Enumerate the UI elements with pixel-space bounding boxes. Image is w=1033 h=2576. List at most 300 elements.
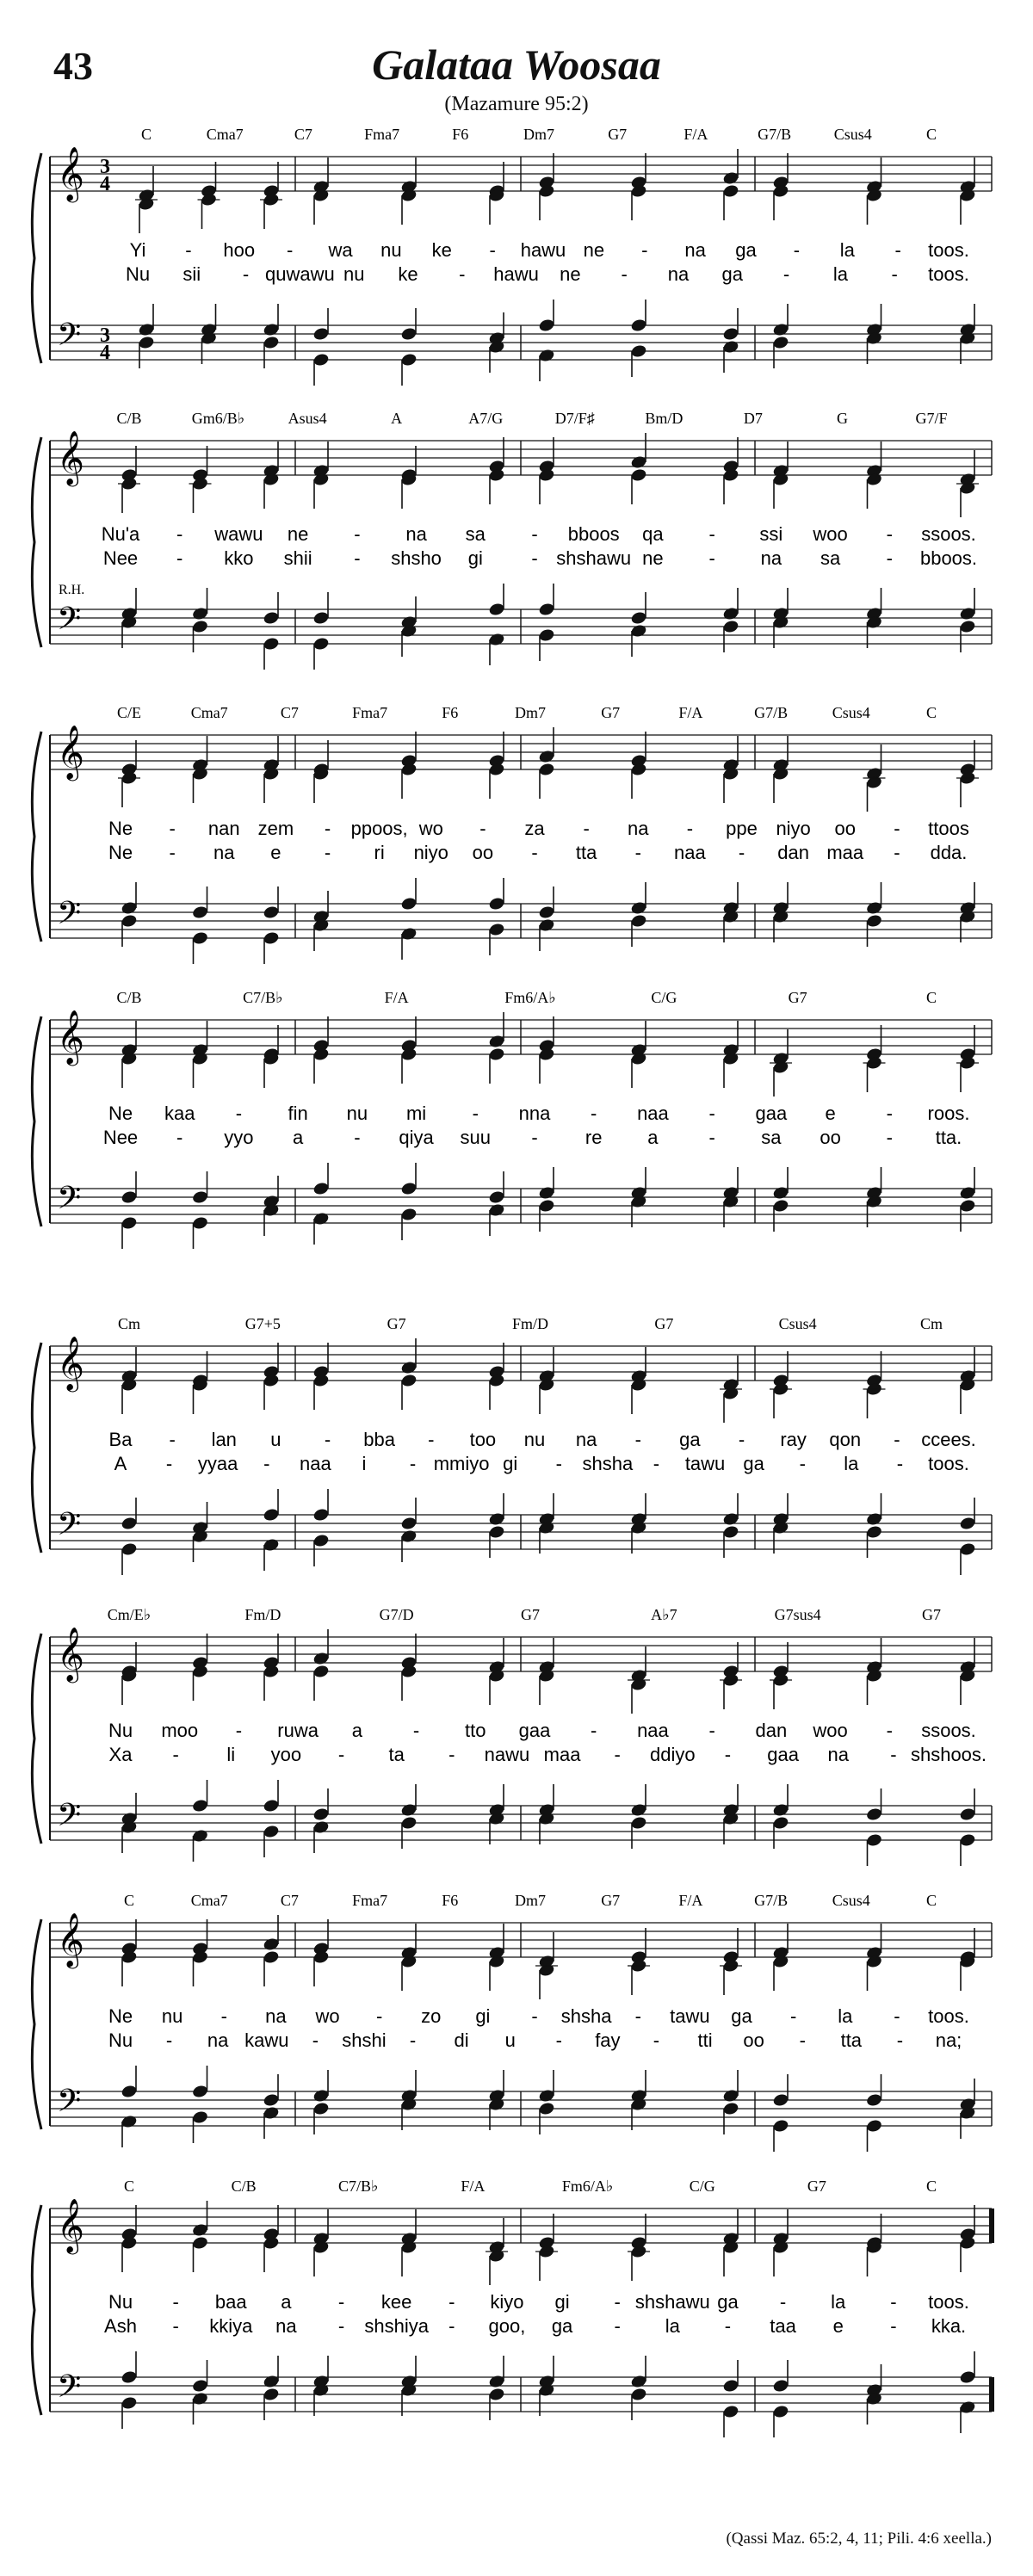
note-head [312, 636, 330, 651]
note-head [312, 1651, 330, 1665]
lyric-verse-1: - [185, 239, 192, 261]
lyric-verse-1: - [886, 1103, 893, 1124]
lyric-verse-2: - [555, 2029, 562, 2051]
lyric-verse-2: naa [299, 1453, 331, 1474]
lyric-verse-1: kiyo [490, 2291, 524, 2313]
lyric-verse-2: - [799, 1453, 806, 1474]
chord-symbol: G7+5 [244, 1315, 281, 1332]
note-head [772, 2118, 789, 2133]
lyric-verse-1: kaa [164, 1103, 195, 1124]
note-head [538, 917, 555, 932]
lyric-verse-1: kee [380, 2291, 412, 2313]
lyric-verse-1: wa [328, 239, 353, 261]
lyric-verse-1: dan [755, 1720, 788, 1741]
note-head [630, 610, 647, 625]
lyric-verse-1: - [708, 1103, 715, 1124]
staff-svg [0, 405, 1033, 689]
music-system [0, 1601, 1033, 1902]
lyric-verse-1: ga [717, 2291, 739, 2313]
note-head [263, 905, 280, 919]
brace [32, 1634, 41, 1844]
lyric-verse-2: gi [467, 547, 483, 569]
chord-symbol: C7 [280, 704, 299, 721]
staff-svg [0, 699, 1033, 983]
music-system [0, 1310, 1033, 1611]
note-head [263, 322, 280, 337]
note-head [722, 2378, 739, 2393]
lyric-verse-2: Ash [104, 2315, 137, 2337]
chord-symbol: Fm/D [244, 1606, 281, 1623]
lyric-verse-1: - [634, 2005, 641, 2027]
lyric-verse-1: lan [211, 1429, 237, 1450]
lyric-verse-2: quwawu [265, 263, 335, 285]
note-head [191, 2391, 208, 2406]
lyric-verse-1: u [270, 1429, 281, 1450]
chord-symbol: Dm7 [523, 126, 554, 143]
chord-symbol: G [836, 410, 848, 427]
lyric-verse-2: - [176, 1127, 183, 1148]
chord-symbol: Cm [117, 1315, 141, 1332]
lyric-verse-2: yyo [224, 1127, 254, 1148]
lyric-verse-2: toos. [928, 263, 969, 285]
chord-symbol: Cm [919, 1315, 943, 1332]
lyric-verse-1: - [531, 523, 538, 545]
lyric-verse-1: Ne [108, 818, 133, 839]
bass-clef-icon: 𝄢 [57, 601, 82, 645]
chord-symbol: G7sus4 [774, 1606, 821, 1623]
lyric-verse-2: taa [770, 2315, 796, 2337]
note-head [191, 619, 208, 633]
lyric-verse-2: - [337, 1744, 345, 1765]
note-head [538, 2088, 555, 2103]
note-head [772, 335, 789, 349]
chord-symbol: Dm7 [515, 1892, 546, 1909]
chord-symbol: G7 [654, 1315, 674, 1332]
note-head [263, 1824, 280, 1838]
music-system [0, 699, 1033, 1000]
treble-clef-icon: 𝄞 [57, 430, 84, 485]
lyric-verse-1: na [684, 239, 706, 261]
lyric-verse-1: - [169, 818, 176, 839]
note-head [488, 602, 505, 616]
note-head [959, 1198, 976, 1213]
chord-symbol: G7/B [758, 126, 792, 143]
time-signature-icon: 4 [100, 173, 110, 195]
lyric-verse-1: - [583, 818, 590, 839]
chord-symbol: C/B [116, 989, 142, 1006]
note-head [488, 632, 505, 646]
chord-symbol: G7/D [379, 1606, 414, 1623]
time-signature-icon: 3 [100, 156, 110, 178]
bass-clef-icon: 𝄢 [57, 317, 82, 361]
chord-symbol: G7 [922, 1606, 941, 1623]
lyric-verse-2: - [738, 842, 745, 863]
lyric-verse-2: - [531, 842, 538, 863]
note-head [538, 905, 555, 919]
lyric-verse-1: - [428, 1429, 435, 1450]
note-head [722, 183, 739, 198]
chord-symbol: C [925, 1892, 937, 1909]
note-head [865, 1511, 882, 1526]
lyric-verse-2: - [176, 547, 183, 569]
lyric-verse-2: - [459, 263, 466, 285]
note-head [263, 2105, 280, 2120]
staff-svg [0, 984, 1033, 1268]
chord-symbol: F/A [684, 126, 708, 143]
lyric-verse-1: - [472, 1103, 479, 1124]
lyric-verse-1: na [405, 523, 427, 545]
lyric-verse-1: qa [642, 523, 664, 545]
note-head [191, 2235, 208, 2250]
lyric-verse-2: goo, [488, 2315, 526, 2337]
note-head [263, 930, 280, 945]
lyric-verse-2: na [827, 1744, 849, 1765]
chord-symbol: C/E [116, 704, 142, 721]
lyric-verse-1: - [614, 2291, 621, 2313]
lyric-verse-1: a [351, 1720, 362, 1741]
lyric-verse-1: Ba [108, 1429, 133, 1450]
lyric-verse-2: - [448, 2315, 455, 2337]
note-head [959, 1541, 976, 1556]
note-head [630, 454, 647, 469]
lyric-verse-2: na; [935, 2029, 962, 2051]
lyric-verse-2: kawu [244, 2029, 289, 2051]
chord-symbol: Bm/D [645, 410, 684, 427]
note-head [121, 2395, 138, 2410]
brace [32, 1343, 41, 1553]
note-head [263, 335, 280, 349]
lyric-verse-1: hoo [223, 239, 256, 261]
note-head [263, 1949, 280, 1964]
time-signature-icon: 4 [100, 342, 110, 364]
chord-symbol: G7 [601, 704, 621, 721]
note-head [191, 606, 208, 621]
note-head [772, 1198, 789, 1213]
lyric-verse-2: shshi [342, 2029, 387, 2051]
lyric-verse-1: la [838, 2005, 853, 2027]
chord-symbol: F/A [461, 2178, 486, 2195]
lyric-verse-2: - [337, 2315, 345, 2337]
note-head [630, 2374, 647, 2388]
chord-symbol: Cma7 [190, 704, 228, 721]
note-head [722, 2088, 739, 2103]
note-head [191, 1798, 208, 1813]
lyric-verse-1: wo [418, 818, 443, 839]
lyric-verse-1: moo [161, 1720, 199, 1741]
lyric-verse-1: - [324, 818, 331, 839]
bass-clef-icon: 𝄢 [57, 2083, 82, 2127]
chord-symbol: C [925, 2178, 937, 2195]
lyric-verse-1: gi [554, 2291, 570, 2313]
lyric-verse-2: - [172, 2315, 179, 2337]
note-head [772, 1802, 789, 1817]
lyric-verse-2: bboos. [919, 547, 978, 569]
lyric-verse-2: gaa [767, 1744, 799, 1765]
lyric-verse-2: - [891, 263, 898, 285]
chord-symbol: C [140, 126, 152, 143]
lyric-verse-2: ga [551, 2315, 573, 2337]
treble-clef-icon: 𝄞 [57, 1010, 84, 1064]
lyric-verse-2: - [634, 842, 641, 863]
lyric-verse-2: - [242, 263, 250, 285]
lyric-verse-2: mmiyo [433, 1453, 490, 1474]
note-head [312, 326, 330, 341]
note-head [400, 1207, 418, 1221]
chord-symbol: G7 [608, 126, 628, 143]
lyric-verse-1: wo [315, 2005, 340, 2027]
lyric-verse-1: - [641, 239, 648, 261]
right-hand-mark: R.H. [59, 583, 85, 597]
note-head [263, 1537, 280, 1552]
lyric-verse-1: ga [731, 2005, 752, 2027]
note-head [400, 1802, 418, 1817]
lyric-verse-2: - [782, 263, 790, 285]
note-head [772, 2092, 789, 2107]
note-head [722, 1511, 739, 1526]
lyric-verse-2: toos. [928, 1453, 969, 1474]
brace [32, 1016, 41, 1226]
lyric-verse-1: - [375, 2005, 383, 2027]
lyric-verse-1: qon [829, 1429, 862, 1450]
lyric-verse-1: - [894, 239, 901, 261]
note-head [772, 1815, 789, 1830]
chord-symbol: A [391, 410, 403, 427]
chord-symbol: C [925, 126, 937, 143]
lyric-verse-2: - [448, 1744, 455, 1765]
lyric-verse-2: tta [840, 2029, 863, 2051]
lyric-verse-2: - [614, 2315, 621, 2337]
note-head [263, 1507, 280, 1522]
lyric-verse-2: oo [472, 842, 494, 863]
lyric-verse-2: niyo [413, 842, 448, 863]
lyric-verse-1: nu [380, 239, 402, 261]
lyric-verse-1: bba [363, 1429, 395, 1450]
note-head [630, 900, 647, 915]
music-system [0, 120, 1033, 422]
lyric-verse-2: la [844, 1453, 859, 1474]
note-head [630, 343, 647, 358]
chord-symbol: F6 [442, 704, 459, 721]
lyric-verse-2: tta [575, 842, 597, 863]
lyric-verse-2: shii [283, 547, 312, 569]
note-head [538, 749, 555, 763]
note-head [630, 1802, 647, 1817]
lyric-verse-1: - [886, 1720, 893, 1741]
chord-symbol: F/A [678, 1892, 703, 1909]
chord-symbol: Cm/E♭ [107, 1606, 152, 1623]
lyric-verse-1: ccees. [921, 1429, 976, 1450]
lyric-verse-2: - [169, 842, 176, 863]
lyric-verse-2: yyaa [197, 1453, 238, 1474]
lyric-verse-2: la [832, 263, 848, 285]
lyric-verse-1: tto [465, 1720, 486, 1741]
note-head [121, 913, 138, 928]
lyric-verse-1: - [479, 818, 486, 839]
lyric-verse-1: ssoos. [921, 523, 976, 545]
lyric-verse-1: ruwa [277, 1720, 319, 1741]
lyric-verse-2: naa [674, 842, 706, 863]
lyric-verse-2: - [409, 2029, 417, 2051]
lyric-verse-2: Nee [102, 547, 139, 569]
note-head [121, 900, 138, 915]
chord-symbol: G7 [387, 1315, 406, 1332]
lyric-verse-2: nu [343, 263, 365, 285]
lyric-verse-1: nan [207, 818, 240, 839]
note-head [488, 922, 505, 936]
chord-symbol: D7/F♯ [554, 410, 595, 427]
note-head [772, 2378, 789, 2393]
lyric-verse-2: - [614, 1744, 621, 1765]
staff-svg [0, 1601, 1033, 1885]
note-head [400, 1529, 418, 1543]
lyric-verse-1: too [469, 1429, 497, 1450]
brace [32, 1919, 41, 2129]
lyric-verse-1: nu [346, 1103, 368, 1124]
note-head [538, 2101, 555, 2116]
note-head [488, 1524, 505, 1539]
note-head [400, 1815, 418, 1830]
lyric-verse-1: - [354, 523, 361, 545]
lyric-verse-1: ray [780, 1429, 807, 1450]
lyric-verse-1: - [793, 239, 801, 261]
chord-symbol: Cma7 [206, 126, 244, 143]
lyric-verse-2: a [293, 1127, 304, 1148]
note-head [722, 1524, 739, 1539]
chord-symbol: C7 [294, 126, 312, 143]
note-head [959, 1807, 976, 1821]
lyric-verse-1: gaa [755, 1103, 788, 1124]
lyric-verse-2: - [555, 1453, 562, 1474]
lyric-verse-1: bboos [567, 523, 620, 545]
lyric-verse-2: - [799, 2029, 806, 2051]
lyric-verse-2: Nu [108, 2029, 133, 2051]
lyric-verse-2: li [226, 1744, 236, 1765]
note-head [312, 1819, 330, 1834]
chord-symbol: Fma7 [352, 1892, 388, 1909]
chord-symbol: F6 [442, 1892, 459, 1909]
lyric-verse-2: - [708, 1127, 715, 1148]
lyric-verse-2: kko [224, 547, 254, 569]
note-head [959, 606, 976, 621]
lyric-verse-1: oo [834, 818, 856, 839]
lyric-verse-1: na [265, 2005, 287, 2027]
note-head [400, 1360, 418, 1374]
note-head [630, 467, 647, 482]
lyric-verse-2: nawu [484, 1744, 530, 1765]
note-head [959, 619, 976, 633]
chord-symbol: G7 [521, 1606, 540, 1623]
lyric-verse-1: na [575, 1429, 597, 1450]
lyric-verse-1: - [738, 1429, 745, 1450]
lyric-verse-1: - [591, 1103, 597, 1124]
lyric-verse-2: di [454, 2029, 469, 2051]
lyric-verse-1: - [286, 239, 294, 261]
note-head [312, 2088, 330, 2103]
chord-symbol: C7 [280, 1892, 299, 1909]
lyric-verse-2: a [647, 1127, 659, 1148]
lyric-verse-1: toos. [928, 2291, 969, 2313]
lyric-verse-2: na [760, 547, 782, 569]
treble-clef-icon: 𝄞 [57, 2198, 84, 2252]
lyric-verse-1: - [337, 2291, 345, 2313]
lyric-verse-2: kkiya [209, 2315, 253, 2337]
lyric-verse-2: - [409, 1453, 417, 1474]
note-head [488, 2374, 505, 2388]
lyric-verse-1: hawu [520, 239, 566, 261]
lyric-verse-1: e [825, 1103, 836, 1124]
note-head [400, 926, 418, 941]
note-head [312, 1807, 330, 1821]
scripture-reference: (Mazamure 95:2) [444, 93, 589, 115]
lyric-verse-1: ttoos [928, 818, 969, 839]
note-head [400, 326, 418, 341]
lyric-verse-1: zo [421, 2005, 442, 2027]
note-head [121, 1541, 138, 1556]
chord-symbol: C [123, 2178, 135, 2195]
lyric-verse-2: - [724, 1744, 732, 1765]
chord-symbol: Gm6/B♭ [191, 410, 245, 427]
note-head [121, 1189, 138, 1204]
lyric-verse-1: - [176, 523, 183, 545]
note-head [865, 900, 882, 915]
lyric-verse-1: niyo [776, 818, 811, 839]
lyric-verse-1: - [894, 1429, 900, 1450]
lyric-verse-1: - [448, 2291, 455, 2313]
chord-symbol: C [925, 989, 937, 1006]
chord-symbol: Dm7 [515, 704, 546, 721]
chord-symbol: G7/B [754, 1892, 789, 1909]
note-head [865, 2092, 882, 2107]
note-head [312, 610, 330, 625]
lyric-verse-2: kka. [931, 2315, 967, 2337]
lyric-verse-2: - [324, 842, 331, 863]
note-head [263, 1798, 280, 1813]
lyric-verse-1: - [591, 1720, 597, 1741]
lyric-verse-2: la [665, 2315, 680, 2337]
lyric-verse-2: na [213, 842, 235, 863]
lyric-verse-2: shshiya [364, 2315, 429, 2337]
lyric-verse-2: - [165, 1453, 173, 1474]
note-head [630, 2387, 647, 2401]
lyric-verse-2: Ne [108, 842, 133, 863]
hymn-title: Galataa Woosaa [372, 40, 661, 89]
lyric-verse-2: - [890, 2315, 897, 2337]
lyric-verse-2: - [896, 1453, 904, 1474]
note-head [138, 322, 155, 337]
note-head [538, 627, 555, 642]
chord-symbol: Fma7 [364, 126, 400, 143]
lyric-verse-1: - [789, 2005, 797, 2027]
chord-symbol: C/B [116, 410, 142, 427]
lyric-verse-1: - [894, 818, 900, 839]
lyric-verse-1: woo [813, 523, 848, 545]
note-head [121, 1215, 138, 1230]
treble-clef-icon: 𝄞 [57, 725, 84, 779]
lyric-verse-2: - [172, 1744, 179, 1765]
note-head [312, 1533, 330, 1547]
lyric-verse-1: ne [583, 239, 605, 261]
lyric-verse-1: zem [257, 818, 294, 839]
chord-symbol: C/G [651, 989, 677, 1006]
bass-clef-icon: 𝄢 [57, 1180, 82, 1224]
note-head [191, 1215, 208, 1230]
treble-clef-icon: 𝄞 [57, 1336, 84, 1390]
chord-symbol: Cma7 [190, 1892, 228, 1909]
chord-symbol: G7/F [915, 410, 948, 427]
lyric-verse-1: za [524, 818, 545, 839]
lyric-verse-2: ri [374, 842, 385, 863]
note-head [538, 1198, 555, 1213]
